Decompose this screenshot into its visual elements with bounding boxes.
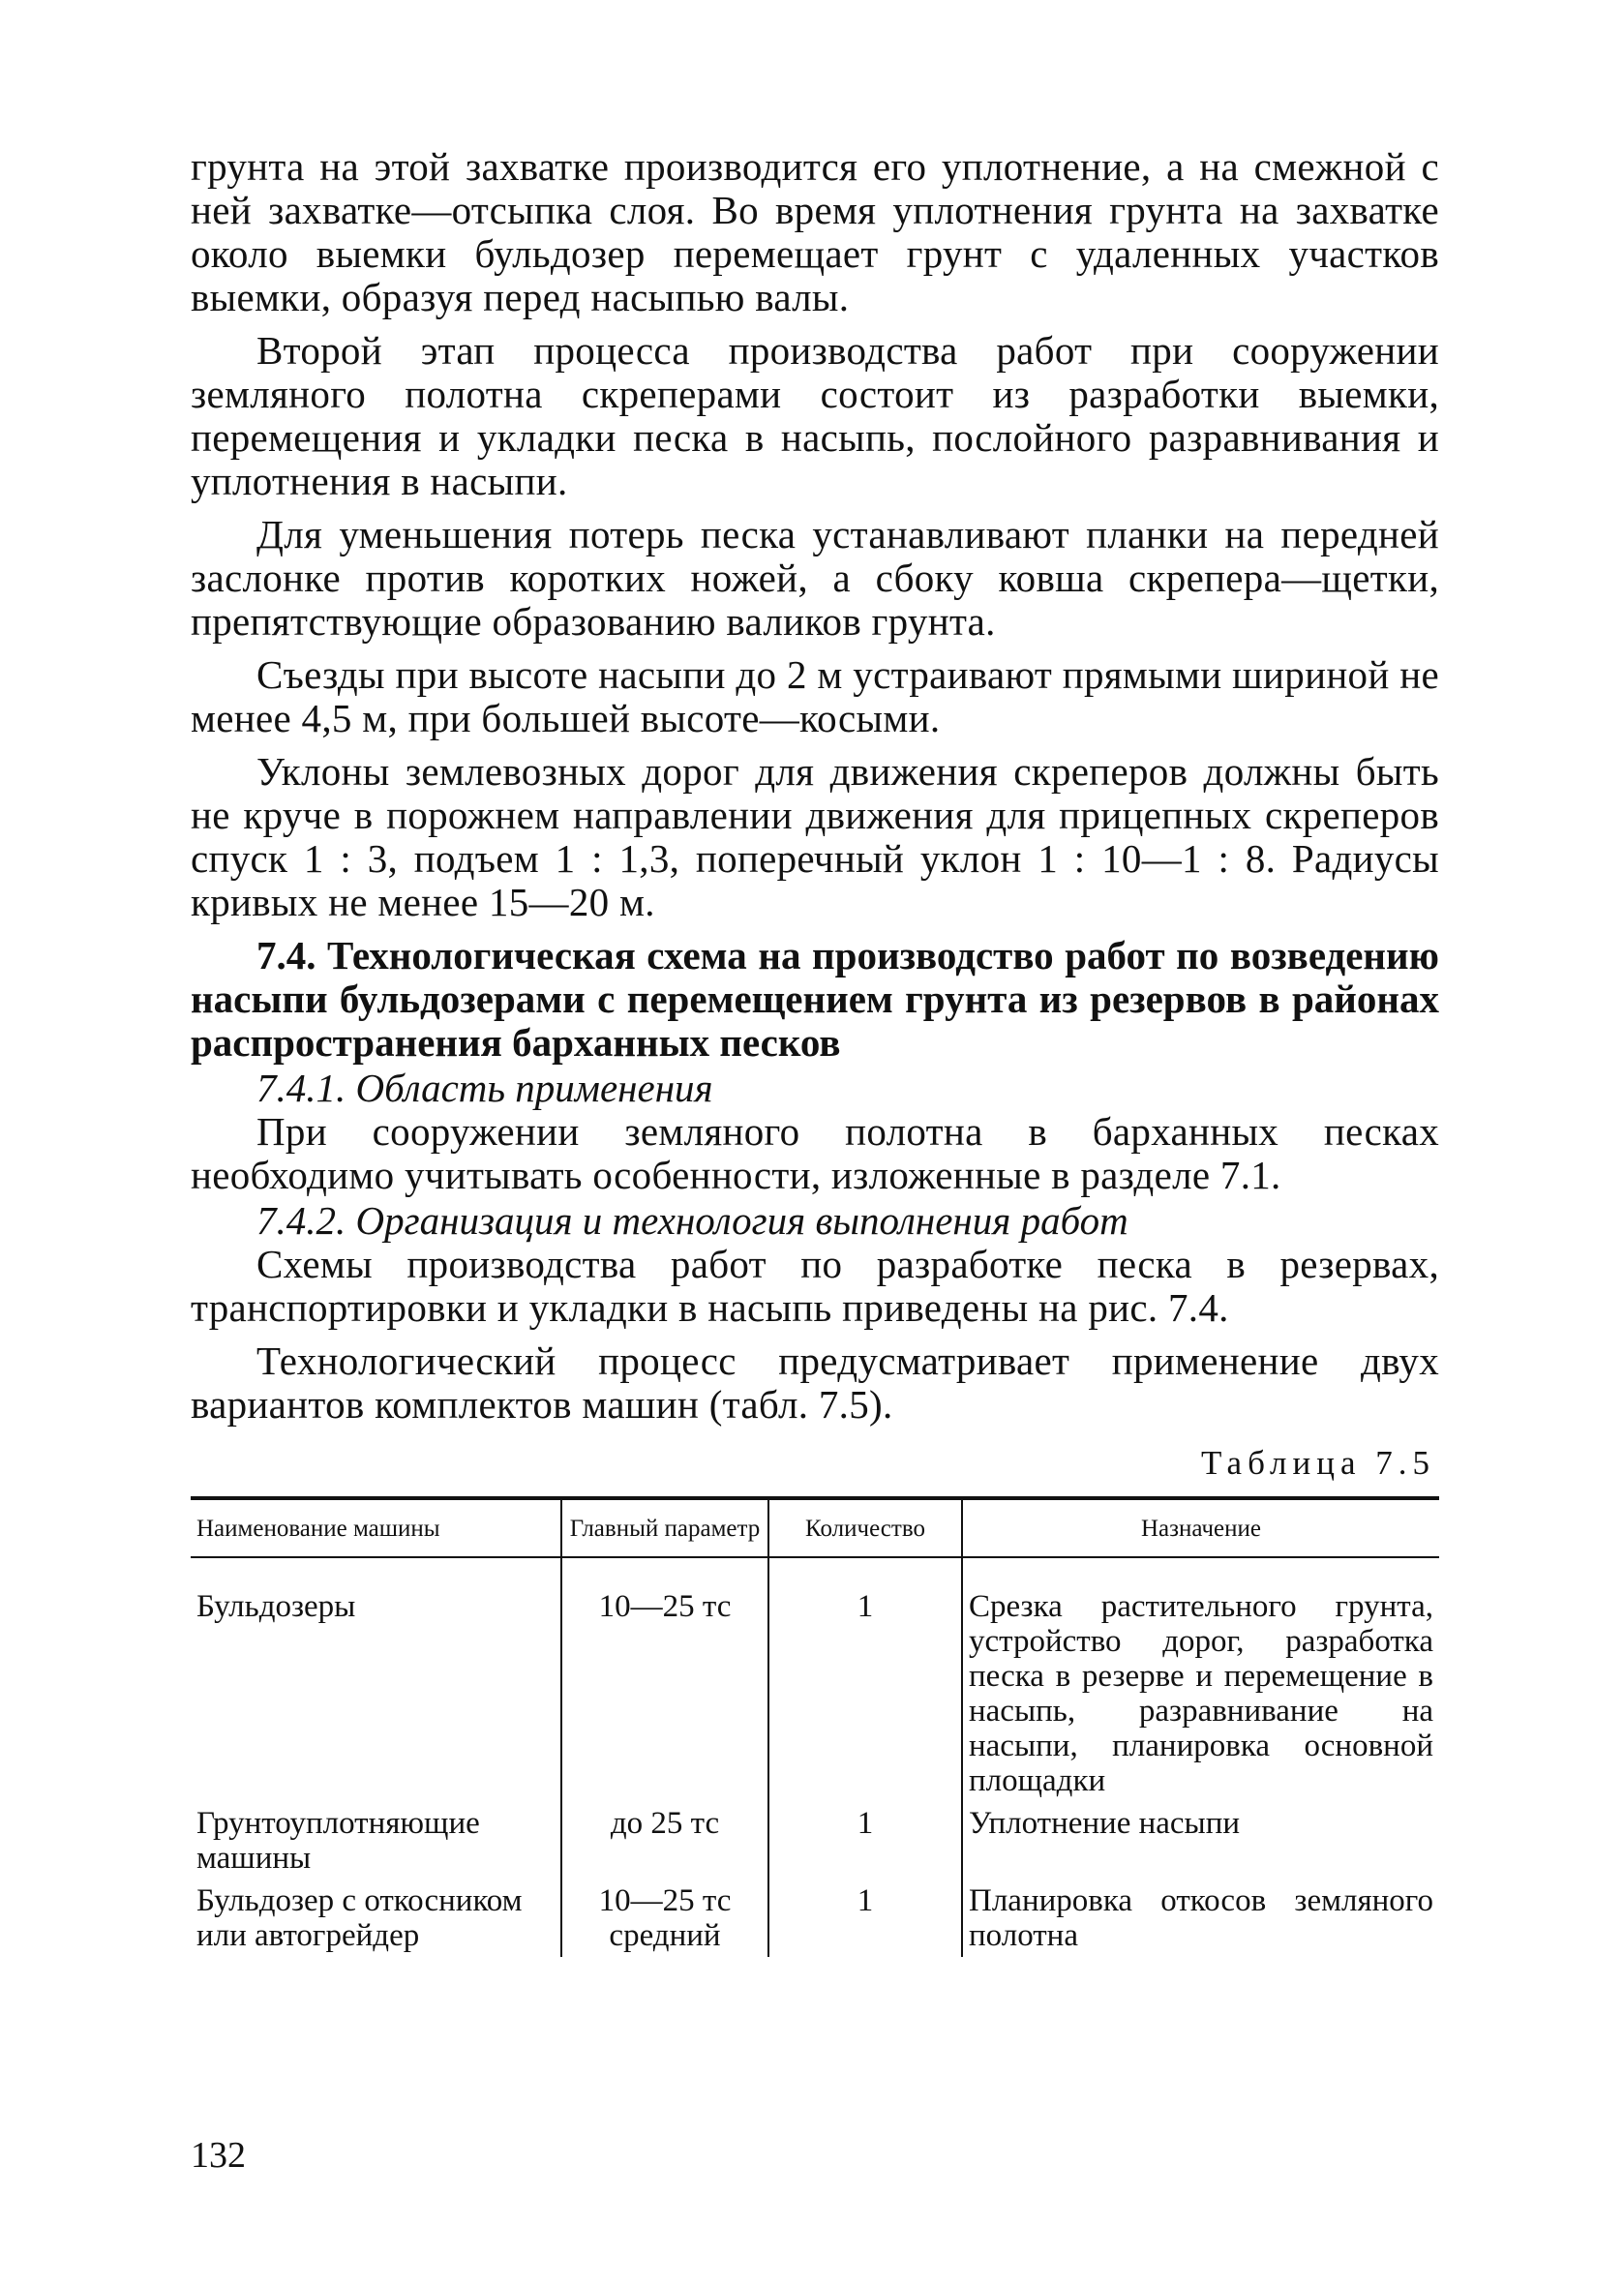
- subsection-heading-organization: 7.4.2. Организация и технология выполнения работ: [256, 1198, 1128, 1243]
- cell-quantity: 1: [768, 1557, 962, 1802]
- header-machine-name: Наименование машины: [191, 1498, 561, 1557]
- paragraph-exits: Съезды при высоте насыпи до 2 м устраивают прямыми шириной не менее 4,5 м, при большей высоте—косыми.: [191, 652, 1439, 740]
- header-main-parameter: Главный параметр: [561, 1498, 768, 1557]
- paragraph-sand-loss: Для уменьшения потерь песка устанавливают планки на передней заслонке против коротких ножей, а сбоку ковша скрепера—щетки, препятствующие образованию валиков грунта.: [191, 512, 1439, 644]
- cell-machine: Бульдозеры: [196, 1589, 356, 1624]
- cell-parameter: 10—25 тс средний: [561, 1880, 768, 1957]
- table-row: [191, 1557, 1439, 1802]
- table-row: [191, 1802, 1439, 1880]
- cell-quantity: 1: [768, 1880, 962, 1957]
- page-content: [191, 145, 1439, 1957]
- paragraph-second-stage: Второй этап процесса производства работ при сооружении земляного полотна скреперами состоит из разработки выемки, перемещения и укладки песка в насыпь, послойного разравнивания и уплотнения в насыпи.: [191, 328, 1439, 503]
- paragraph-schemes: Схемы производства работ по разработке песка в резервах, транспортировки и укладки в насыпь приведены на рис. 7.4.: [191, 1242, 1439, 1330]
- cell-machine: Бульдозер с откосником или автогрейдер: [196, 1883, 523, 1953]
- cell-purpose: Уплотнение насыпи: [962, 1802, 1439, 1880]
- table-row: [191, 1880, 1439, 1957]
- paragraph-process: Технологический процесс предусматривает применение двух вариантов комплектов машин (табл. 7.5).: [191, 1339, 1439, 1427]
- cell-purpose: Планировка откосов земляного полотна: [962, 1880, 1439, 1957]
- cell-parameter: 10—25 тс: [561, 1557, 768, 1802]
- table-header-row: [191, 1498, 1439, 1557]
- cell-quantity: 1: [768, 1802, 962, 1880]
- paragraph-scope: При сооружении земляного полотна в барханных песках необходимо учитывать особенности, изложенные в разделе 7.1.: [191, 1109, 1439, 1197]
- cell-purpose: Срезка растительного грунта, устройство дорог, разработка песка в резерве и перемещение в насыпь, разравнивание на насыпи, планировка основной площадки: [962, 1557, 1439, 1802]
- cell-parameter: до 25 тс: [561, 1802, 768, 1880]
- header-quantity: Количество: [768, 1498, 962, 1557]
- section-heading: 7.4. Технологическая схема на производство работ по возведению насыпи бульдозерами с перемещением грунта из резервов в районах распространения барханных песков: [191, 933, 1439, 1065]
- cell-machine: Грунтоуплотняющие машины: [196, 1806, 480, 1876]
- table-caption: Таблица 7.5: [1201, 1444, 1435, 1482]
- machines-table: [191, 1496, 1439, 1957]
- subsection-heading-scope: 7.4.1. Область применения: [256, 1066, 713, 1110]
- page-number: 132: [191, 2135, 246, 2176]
- paragraph-continued: грунта на этой захватке производится его уплотнение, а на смежной с ней захватке—отсыпка слоя. Во время уплотнения грунта на захватке около выемки бульдозер перемещает грунт с удаленных участков выемки, образуя перед насыпью валы.: [191, 144, 1439, 319]
- paragraph-slopes: Уклоны землевозных дорог для движения скреперов должны быть не круче в порожнем направлении движения для прицепных скреперов спуск 1 : 3, подъем 1 : 1,3, поперечный уклон 1 : 10—1 : 8. Радиусы кривых не менее 15—20 м.: [191, 749, 1439, 924]
- header-purpose: Назначение: [962, 1498, 1439, 1557]
